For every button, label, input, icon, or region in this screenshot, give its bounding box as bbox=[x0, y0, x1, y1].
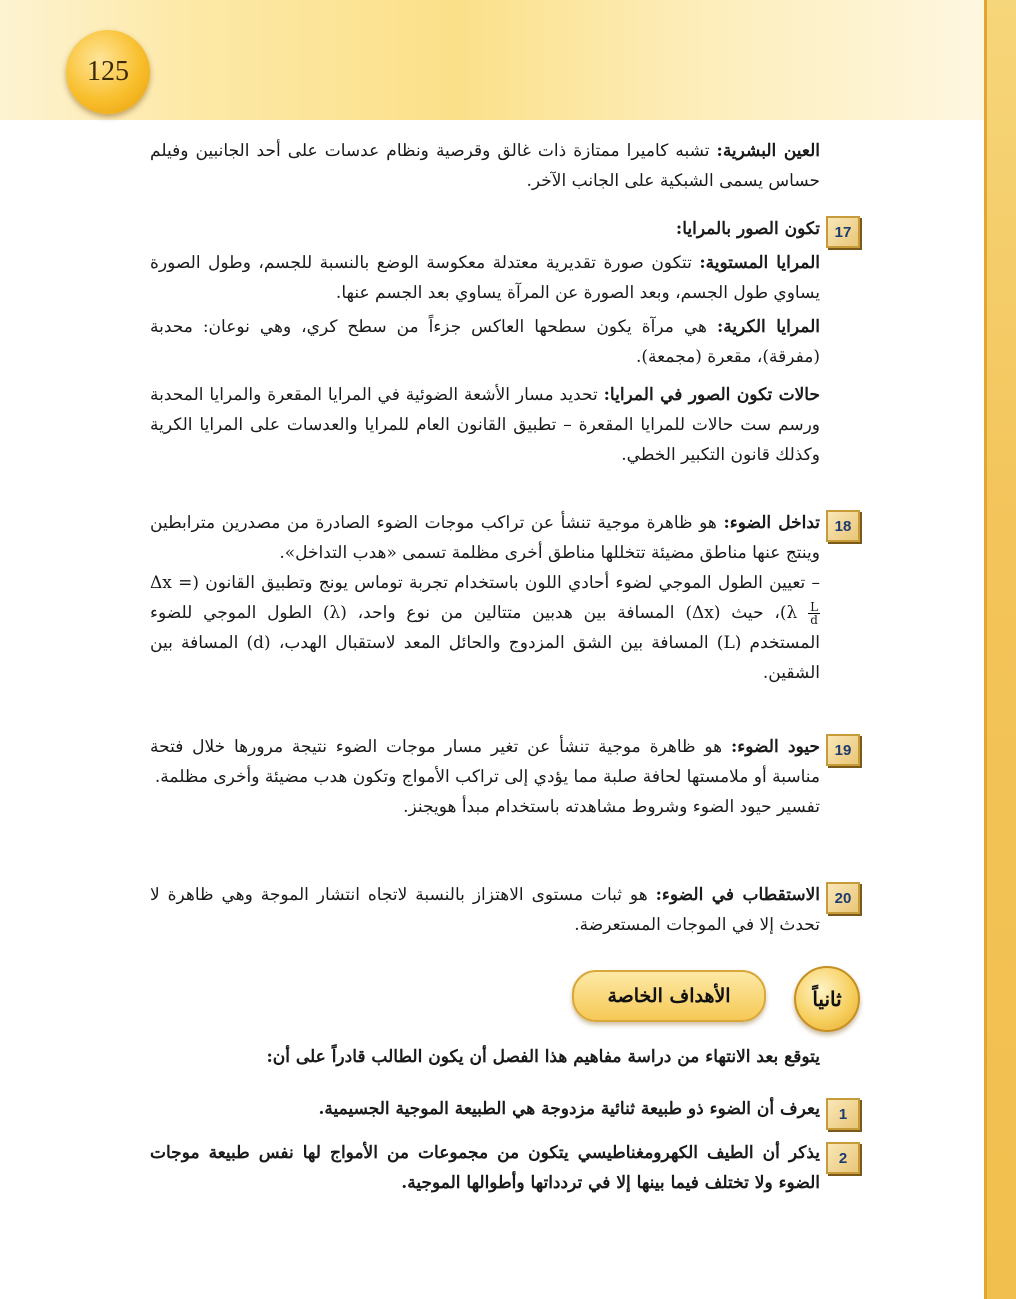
objective-2: يذكر أن الطيف الكهرومغناطيسي يتكون من مجموعات من الأمواج لها نفس طبيعة موجات الضوء ولا تختلف فيما بينها إلا في تردداتها وأطوالها الموجية. bbox=[150, 1143, 820, 1193]
page-number: 125 bbox=[66, 30, 150, 114]
item-number-20: 20 bbox=[826, 882, 860, 914]
page-edge-band bbox=[984, 0, 1016, 1299]
polarization-text: هو ثبات مستوى الاهتزاز بالنسبة لاتجاه انتشار الموجة وهي ظاهرة لا تحدث إلا في الموجات المستعرضة. bbox=[150, 885, 820, 935]
item-19 bbox=[150, 732, 820, 822]
spherical-mirrors-text: هي مرآة يكون سطحها العاكس جزءاً من سطح كري، وهي نوعان: محدبة (مفرقة)، مقعرة (مجمعة). bbox=[150, 317, 820, 367]
plane-mirrors-text: تتكون صورة تقديرية معتدلة معكوسة الوضع بالنسبة للجسم، وطول الصورة يساوي طول الجسم، وبعد الصورة عن المرآة يساوي بعد الجسم عنها. bbox=[150, 253, 820, 303]
intro-paragraph bbox=[150, 136, 820, 196]
diffraction-text: هو ظاهرة موجية تنشأ عن تغير مسار موجات الضوء نتيجة مرورها خلال فتحة مناسبة أو ملامستها لحافة صلبة مما يؤدي إلى تراكب الأمواج وتكون هدب مضيئة وأخرى مظلمة. bbox=[150, 737, 820, 787]
section-intro: يتوقع بعد الانتهاء من دراسة مفاهيم هذا الفصل أن يكون الطالب قادراً على أن: bbox=[266, 1047, 820, 1067]
diffraction-term: حيود الضوء: bbox=[730, 737, 820, 757]
item-18 bbox=[150, 508, 820, 688]
interference-text: هو ظاهرة موجية تنشأ عن تراكب موجات الضوء الصادرة من مصدرين مترابطين وينتج عنها مناطق مضيئة تتخللها مناطق أخرى مظلمة تسمى «هدب التداخل». bbox=[150, 513, 820, 563]
image-cases-text: تحديد مسار الأشعة الضوئية في المرايا المقعرة والمرايا المحدبة ورسم ست حالات للمرايا المقعرة – تطبيق القانون العام للمرايا والعدسات على المرايا الكرية وكذلك قانون التكبير الخطي. bbox=[150, 385, 820, 465]
item-number-19: 19 bbox=[826, 734, 860, 766]
formula-fraction: $\frac{L}{d}$ bbox=[810, 600, 819, 627]
section-ordinal: ثانياً bbox=[794, 966, 860, 1032]
huygens-note: تفسير حيود الضوء وشروط مشاهدته باستخدام مبدأ هويجنز. bbox=[403, 797, 820, 817]
item-17-title: تكون الصور بالمرايا: bbox=[675, 219, 820, 239]
image-cases-term: حالات تكون الصور في المرايا: bbox=[603, 385, 820, 405]
spherical-mirrors-term: المرايا الكرية: bbox=[716, 317, 820, 337]
item-17 bbox=[150, 214, 820, 470]
item-20 bbox=[150, 880, 820, 940]
objective-number-2: 2 bbox=[826, 1142, 860, 1174]
plane-mirrors-term: المرايا المستوية: bbox=[699, 253, 820, 273]
item-number-18: 18 bbox=[826, 510, 860, 542]
objective-number-1: 1 bbox=[826, 1098, 860, 1130]
section-title: الأهداف الخاصة bbox=[572, 970, 766, 1022]
young-formula: Δx = λ $\frac{L}{d}$ bbox=[150, 573, 819, 627]
item-number-17: 17 bbox=[826, 216, 860, 248]
objective-1: يعرف أن الضوء ذو طبيعة ثنائية مزدوجة هي الطبيعة الموجية الجسيمية. bbox=[318, 1099, 820, 1119]
intro-text: تشبه كاميرا ممتازة ذات غالق وقرصية ونظام عدسات على أحد الجانبين وفيلم حساس يسمى الشبكية على الجانب الآخر. bbox=[150, 141, 820, 191]
polarization-term: الاستقطاب في الضوء: bbox=[655, 885, 820, 905]
intro-term: العين البشرية: bbox=[716, 141, 820, 161]
header-band bbox=[0, 0, 1016, 120]
interference-term: تداخل الضوء: bbox=[723, 513, 820, 533]
young-experiment-bullet: – تعيين الطول الموجي لضوء أحادي اللون باستخدام تجربة توماس يونج وتطبيق القانون (Δx = λ $\frac{L}{d}$ )، حيث (Δx) المسافة بين هدبين متتالين من نوع واحد، (λ) الطول الموجي للضوء المستخدم (L) المسافة بين الشق المزدوج والحائل المعد لاستقبال الهدب، (d) المسافة بين الشقين. bbox=[150, 573, 821, 683]
